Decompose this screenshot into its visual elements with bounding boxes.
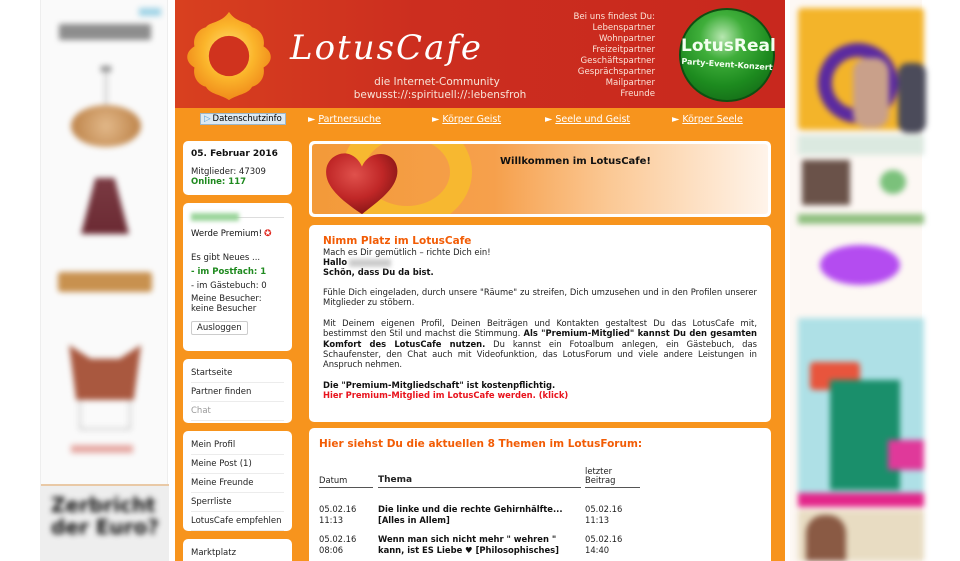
- menu-meine-freunde[interactable]: Meine Freunde: [191, 474, 284, 493]
- menu-marktplatz[interactable]: Marktplatz: [191, 544, 284, 561]
- welcome-banner-image: [312, 144, 768, 214]
- hello-line: [323, 257, 757, 267]
- privacy-info-button[interactable]: [200, 113, 286, 125]
- visitors-value: keine Besucher: [191, 304, 257, 314]
- nav-link-koerper-geist[interactable]: [432, 114, 501, 125]
- premium-label: Werde Premium!: [191, 229, 263, 239]
- bench-image: [58, 272, 152, 292]
- forum-row[interactable]: [319, 504, 761, 530]
- euro-ad[interactable]: [41, 484, 169, 561]
- finder-item: Lebenspartner: [592, 23, 655, 33]
- para-emphasis: Als "Premium-Mitglied" kannst Du den gesamten Komfort des LotusCafe nutzen.: [323, 328, 757, 349]
- lotus-logo-icon[interactable]: [181, 8, 277, 104]
- blurred-username: [349, 259, 391, 267]
- logout-button[interactable]: Ausloggen: [191, 321, 248, 335]
- nav-link-seele-und-geist[interactable]: [545, 114, 630, 125]
- ad-photo: [802, 160, 850, 205]
- chair-legs-image: [79, 400, 131, 430]
- online-count: Online: 117: [191, 177, 247, 187]
- menu-partner-finden[interactable]: Partner finden: [191, 383, 284, 402]
- menu-empfehlen[interactable]: LotusCafe empfehlen: [191, 512, 284, 531]
- ad-person-image: [806, 515, 846, 561]
- post-date: 05.02.16 11:13: [319, 504, 357, 525]
- forum-table-header: [319, 462, 761, 490]
- greeting: Schön, dass Du da bist.: [323, 267, 434, 277]
- ad-person-image: [898, 63, 926, 133]
- market-menu-box: [183, 539, 292, 561]
- lifebuoy-icon: ✪: [264, 229, 272, 239]
- ad-poster-image: [830, 380, 900, 490]
- user-box: [183, 203, 292, 351]
- member-count: Mitglieder: 47309: [191, 167, 266, 177]
- intro-heading: Nimm Platz im LotusCafe: [323, 235, 472, 247]
- ad-choices-tag: [139, 8, 161, 16]
- topic-link[interactable]: Wenn man sich nicht mehr " wehren " kann, ist ES Liebe ♥ [Philosophisches]: [378, 534, 559, 555]
- menu-mein-profil[interactable]: Mein Profil: [191, 436, 284, 455]
- header-line: letzter: [585, 466, 613, 476]
- ad-star-icon: [880, 170, 906, 194]
- postfach-link[interactable]: - im Postfach: 1: [191, 267, 267, 277]
- stats-box: [183, 141, 292, 195]
- heart-icon: [322, 148, 402, 214]
- ad-splash-graphic: [820, 245, 900, 285]
- chair-image: [69, 345, 141, 400]
- site-container: [175, 0, 785, 561]
- menu-startseite[interactable]: Startseite: [191, 364, 284, 383]
- left-ad-banner[interactable]: [40, 0, 168, 561]
- hello-label: Hallo: [323, 257, 348, 267]
- premium-note: Die "Premium-Mitgliedschaft" ist kostenpflichtig.: [323, 379, 556, 390]
- forum-title: Hier siehst Du die aktuellen 8 Themen im LotusForum:: [319, 438, 643, 450]
- logo-subtitle: die Internet-Community: [374, 76, 500, 88]
- guestbook-link[interactable]: - im Gästebuch: 0: [191, 281, 267, 291]
- profile-menu-box: [183, 431, 292, 531]
- post-date: 05.02.16 08:06: [319, 534, 357, 555]
- lotusreal-promo-button[interactable]: [679, 8, 775, 102]
- welcome-banner: [309, 141, 771, 217]
- finder-item: Mailpartner: [605, 78, 655, 88]
- ad-strip: [798, 214, 924, 224]
- main-menu-box: [183, 359, 292, 423]
- menu-chat[interactable]: Chat: [191, 402, 284, 421]
- intro-panel: [309, 225, 771, 422]
- finder-list: [555, 12, 655, 100]
- top-nav: [175, 108, 785, 132]
- topic-link[interactable]: Die linke und die rechte Gehirnhälfte... [Alles in Allem]: [378, 504, 563, 525]
- finder-item: Wohnpartner: [598, 34, 655, 44]
- privacy-label: Datenschutzinfo: [212, 114, 282, 124]
- euro-ad-text: Zerbricht der Euro?: [51, 493, 159, 539]
- left-ad-content: [41, 0, 167, 561]
- lampshade-image: [81, 178, 129, 234]
- ad-brand-logo: [59, 24, 151, 40]
- news-title: Es gibt Neues ...: [191, 253, 261, 263]
- header-banner: [175, 0, 785, 108]
- right-ad-content: [790, 0, 922, 561]
- ad-event-poster: [798, 8, 924, 130]
- play-arrow-icon: ▷: [204, 114, 211, 124]
- forum-row[interactable]: [319, 534, 761, 560]
- forum-panel: [309, 428, 771, 561]
- intro-paragraph-2: [323, 318, 757, 370]
- username-link[interactable]: [191, 213, 239, 221]
- finder-item: Freunde: [620, 89, 655, 99]
- menu-sperrliste[interactable]: Sperrliste: [191, 493, 284, 512]
- ad-person-image: [853, 58, 889, 128]
- become-premium-link[interactable]: [191, 229, 284, 239]
- ad-badge: [888, 440, 924, 470]
- last-post-date: 05.02.16 11:13: [585, 504, 623, 525]
- menu-meine-post[interactable]: Meine Post (1): [191, 455, 284, 474]
- column-header-topic: Thema: [378, 475, 581, 488]
- column-header-last-post: [585, 467, 640, 488]
- nav-link-label: Körper Geist: [442, 114, 502, 125]
- premium-signup-link[interactable]: Hier Premium-Mitglied im LotusCafe werden. (klick): [323, 389, 569, 400]
- promo-title: LotusReal: [681, 36, 776, 56]
- nav-link-label: Körper Seele: [682, 114, 743, 125]
- nav-link-koerper-seele[interactable]: [672, 114, 743, 125]
- promo-subtitle: Party-Event-Konzert: [681, 56, 773, 73]
- welcome-title: Willkommen im LotusCafe!: [500, 156, 651, 167]
- intro-paragraph-1: Fühle Dich eingeladen, durch unsere "Räume" zu streifen, Dich umzusehen und in den Profilen unserer Mitglieder zu stöbern.: [323, 287, 757, 308]
- nav-link-label: Partnersuche: [318, 114, 381, 125]
- para-text: Du kannst ein Fotoalbum anlegen, ein Gästebuch, das Schaufenster, den Chat auch mit Videofunktion, das LotusForum und viele andere Leistungen in Anspruch nehmen.: [323, 338, 757, 370]
- logo-tagline: bewusst://:spirituell://:lebensfroh: [353, 89, 527, 101]
- finder-item: Gesprächspartner: [577, 67, 655, 77]
- finder-title: Bei uns findest Du:: [573, 12, 655, 22]
- lamp-cord-image: [105, 68, 107, 106]
- arrow-right-icon: ►: [308, 114, 316, 125]
- current-date: 05. Februar 2016: [191, 149, 278, 159]
- column-header-date: Datum: [319, 475, 373, 488]
- arrow-right-icon: ►: [672, 114, 680, 125]
- ad-strip: [798, 493, 924, 507]
- arrow-right-icon: ►: [545, 114, 553, 125]
- nav-link-label: Seele und Geist: [555, 114, 631, 125]
- finder-item: Geschäftspartner: [580, 56, 655, 66]
- visitors-label: Meine Besucher:: [191, 294, 262, 304]
- finder-item: Freizeitpartner: [592, 45, 655, 55]
- nav-link-partnersuche[interactable]: [308, 114, 381, 125]
- last-post-date: 05.02.16 14:40: [585, 534, 623, 555]
- para-text: Mit Deinem eigenen Profil, Deinen Beiträgen und Kontakten gestaltest Du das LotusCafe mit, bestimmst den Stil und machst die Stimmung.: [323, 317, 757, 339]
- ad-price-text: [71, 445, 133, 453]
- intro-tagline: Mach es Dir gemütlich – richte Dich ein!: [323, 247, 491, 257]
- ad-strip: [798, 135, 924, 155]
- logo-title[interactable]: LotusCafe: [290, 28, 484, 68]
- arrow-right-icon: ►: [432, 114, 440, 125]
- lamp-image: [71, 105, 141, 147]
- header-line: Beitrag: [585, 475, 616, 485]
- right-ad-banner[interactable]: [790, 0, 922, 561]
